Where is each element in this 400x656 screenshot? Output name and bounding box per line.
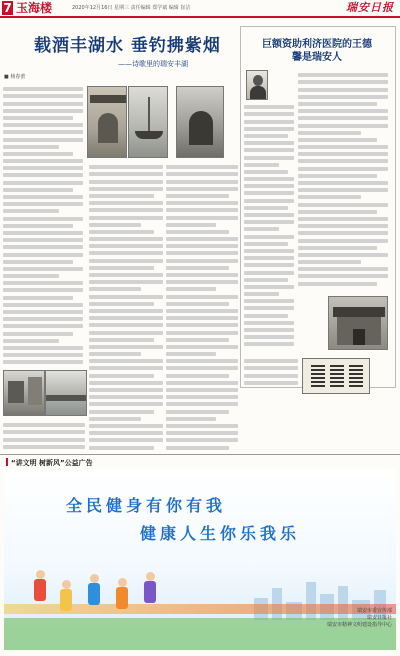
text-line [166, 280, 238, 284]
text-line [3, 102, 83, 106]
ad-label [6, 458, 93, 468]
text-line [3, 430, 85, 434]
text-line [244, 335, 294, 339]
text-line [89, 410, 154, 414]
text-line [244, 127, 294, 131]
text-line [166, 287, 216, 291]
text-line [298, 224, 388, 228]
text-line [89, 237, 163, 241]
text-line [3, 152, 73, 156]
text-line [298, 210, 377, 214]
text-line [298, 203, 388, 207]
text-line [166, 438, 238, 442]
sidebar-text-col-1 [244, 102, 294, 352]
text-line [166, 338, 229, 342]
text-line [298, 239, 388, 243]
text-line [3, 188, 73, 192]
text-line [298, 188, 388, 192]
text-line [298, 231, 388, 235]
photo-riverside [45, 370, 87, 416]
text-line [89, 417, 141, 421]
text-line [3, 181, 83, 185]
text-line [89, 359, 163, 363]
text-line [89, 338, 154, 342]
text-line [166, 165, 238, 169]
text-line [166, 244, 238, 248]
text-line [166, 374, 229, 378]
text-line [244, 163, 279, 167]
text-line [3, 123, 83, 127]
text-line [244, 120, 294, 124]
text-line [89, 402, 163, 406]
text-line [3, 209, 59, 213]
text-line [3, 253, 83, 257]
text-line [298, 145, 388, 149]
text-line [89, 331, 163, 335]
text-line [166, 366, 238, 370]
text-line [244, 306, 294, 310]
text-line [3, 281, 83, 285]
text-line [298, 102, 377, 106]
text-line [89, 323, 163, 327]
photo-old-street [3, 370, 45, 416]
text-line [244, 271, 294, 275]
text-line [166, 395, 238, 399]
text-line [298, 181, 388, 185]
text-line [166, 402, 238, 406]
article-text-col-1 [3, 84, 83, 368]
text-line [89, 374, 154, 378]
text-line [244, 105, 294, 109]
text-line [298, 109, 388, 113]
text-line [3, 332, 73, 336]
text-line [244, 206, 288, 210]
text-line [3, 224, 73, 228]
text-line [244, 374, 298, 378]
text-line [244, 256, 294, 260]
text-line [298, 260, 361, 264]
label-marker-icon [6, 458, 8, 466]
text-line [244, 285, 294, 289]
text-line [3, 317, 83, 321]
text-line [89, 366, 163, 370]
text-line [89, 230, 154, 234]
text-line [166, 331, 238, 335]
text-line [298, 73, 388, 77]
text-line [244, 134, 288, 138]
text-line [166, 180, 238, 184]
text-line [3, 260, 73, 264]
text-line [89, 180, 163, 184]
text-line [166, 201, 238, 205]
text-line [3, 303, 83, 307]
text-line [166, 230, 229, 234]
article-title: 载酒丰湖水 垂钓拂紫烟 [34, 36, 221, 56]
text-line [89, 309, 163, 313]
photo-lake-boat [128, 86, 168, 158]
text-line [244, 321, 294, 325]
photo-old-gate [87, 86, 127, 158]
text-line [298, 131, 361, 135]
text-line [3, 202, 83, 206]
text-line [89, 295, 163, 299]
text-line [244, 381, 298, 385]
text-line [3, 245, 83, 249]
text-line [298, 124, 388, 128]
photo-book-cover [302, 358, 370, 394]
text-line [244, 263, 294, 267]
text-line [89, 251, 163, 255]
text-line [89, 287, 141, 291]
text-line [89, 223, 141, 227]
text-line [3, 324, 83, 328]
text-line [3, 346, 83, 350]
text-line [89, 424, 163, 428]
text-line [298, 217, 388, 221]
text-line [298, 95, 388, 99]
text-line [244, 342, 294, 346]
text-line [3, 166, 83, 170]
text-line [244, 199, 294, 203]
text-line [3, 217, 83, 221]
text-line [244, 227, 279, 231]
text-line [3, 87, 83, 91]
public-service-ad [4, 470, 396, 650]
text-line [298, 159, 388, 163]
text-line [166, 359, 238, 363]
text-line [166, 381, 238, 385]
text-line [244, 235, 294, 239]
newspaper-masthead: 瑞安日报 [346, 1, 394, 14]
text-line [3, 423, 85, 427]
text-line [3, 360, 83, 364]
text-line [244, 220, 294, 224]
text-line [3, 109, 83, 113]
text-line [244, 292, 279, 296]
text-line [89, 165, 163, 169]
text-line [244, 112, 294, 116]
text-line [3, 130, 83, 134]
issue-meta: 2020年12月16日 星期三 责任编辑 郑学斌 编辑 崔洁 [72, 5, 191, 11]
section-name: 玉海楼 [16, 1, 53, 15]
text-line [3, 296, 73, 300]
text-line [89, 381, 163, 385]
text-line [89, 431, 163, 435]
text-line [298, 88, 388, 92]
text-line [166, 251, 238, 255]
text-line [89, 388, 163, 392]
text-line [244, 249, 294, 253]
text-line [298, 174, 377, 178]
page-number: 7 [3, 1, 12, 15]
text-line [3, 288, 83, 292]
ad-slogan-line-1: 全民健身有你有我 [66, 496, 227, 515]
text-line [298, 267, 388, 271]
text-line [244, 242, 288, 246]
text-line [166, 237, 238, 241]
text-line [3, 94, 83, 98]
ad-label-text: “讲文明 树新风”公益广告 [11, 459, 93, 467]
photo-portrait [246, 70, 268, 100]
text-line [89, 352, 141, 356]
text-line [89, 194, 154, 198]
text-line [166, 388, 238, 392]
text-line [89, 259, 163, 263]
text-line [3, 231, 83, 235]
text-line [3, 274, 59, 278]
text-line [3, 138, 83, 142]
page-header [0, 0, 400, 16]
text-line [244, 366, 298, 370]
text-line [89, 244, 163, 248]
text-line [244, 191, 294, 195]
text-line [298, 167, 388, 171]
text-line [89, 345, 163, 349]
text-line [3, 173, 83, 177]
text-line [244, 148, 294, 152]
article-text-col-2 [89, 162, 163, 450]
ad-divider [0, 454, 400, 455]
text-line [298, 282, 377, 286]
text-line [3, 339, 59, 343]
text-line [166, 273, 238, 277]
text-line [3, 159, 83, 163]
text-line [3, 145, 59, 149]
text-line [244, 170, 288, 174]
text-line [89, 216, 163, 220]
text-line [298, 116, 388, 120]
article-text-col-1b [3, 420, 85, 450]
text-line [89, 438, 163, 442]
text-line [244, 156, 294, 160]
text-line [298, 195, 361, 199]
text-line [244, 278, 288, 282]
text-line [166, 446, 229, 450]
text-line [244, 177, 294, 181]
text-line [166, 194, 229, 198]
text-line [89, 208, 163, 212]
text-line [166, 316, 238, 320]
text-line [298, 138, 377, 142]
ad-slogan-line-2: 健康人生你乐我乐 [140, 524, 301, 543]
text-line [244, 359, 298, 363]
text-line [244, 141, 294, 145]
text-line [166, 302, 229, 306]
text-line [166, 410, 229, 414]
text-line [3, 353, 83, 357]
text-line [89, 446, 154, 450]
text-line [89, 302, 154, 306]
text-line [3, 438, 85, 442]
text-line [244, 184, 294, 188]
text-line [298, 274, 388, 278]
text-line [166, 216, 238, 220]
text-line [166, 424, 238, 428]
text-line [298, 246, 377, 250]
text-line [89, 172, 163, 176]
text-line [3, 267, 83, 271]
header-rule [0, 16, 400, 18]
text-line [244, 213, 294, 217]
text-line [89, 316, 163, 320]
text-line [3, 445, 85, 449]
text-line [244, 328, 294, 332]
text-line [3, 238, 83, 242]
sidebar-text-col-2 [298, 70, 388, 292]
sidebar-text-col-3 [244, 356, 298, 386]
text-line [89, 273, 163, 277]
text-line [3, 195, 83, 199]
text-line [166, 223, 216, 227]
text-line [244, 299, 294, 303]
photo-hospital-building [328, 296, 388, 350]
text-line [298, 80, 388, 84]
article-byline: ■ 杨春蕾 [4, 74, 26, 80]
text-line [166, 431, 238, 435]
text-line [89, 395, 163, 399]
text-line [166, 295, 238, 299]
text-line [3, 116, 73, 120]
text-line [89, 266, 154, 270]
text-line [298, 152, 388, 156]
ad-sponsors: 瑞安市委宣传部 瑞安日报社 瑞安市精神文明建设指导中心 [326, 608, 392, 628]
text-line [166, 208, 238, 212]
text-line [89, 187, 163, 191]
text-line [166, 259, 238, 263]
text-line [298, 253, 388, 257]
article-text-col-3 [166, 162, 238, 450]
sidebar-article-title: 巨额资助利济医院的王德馨是瑞安人 [262, 39, 372, 63]
text-line [89, 201, 163, 205]
text-line [166, 266, 229, 270]
text-line [166, 187, 238, 191]
photo-stone-arch [176, 86, 224, 158]
text-line [166, 417, 216, 421]
article-subtitle: ——诗歌里的瑞安丰湖 [118, 60, 188, 68]
text-line [166, 352, 216, 356]
text-line [166, 323, 238, 327]
text-line [166, 172, 238, 176]
text-line [166, 309, 238, 313]
text-line [244, 314, 288, 318]
text-line [89, 280, 163, 284]
text-line [166, 345, 238, 349]
text-line [3, 310, 83, 314]
